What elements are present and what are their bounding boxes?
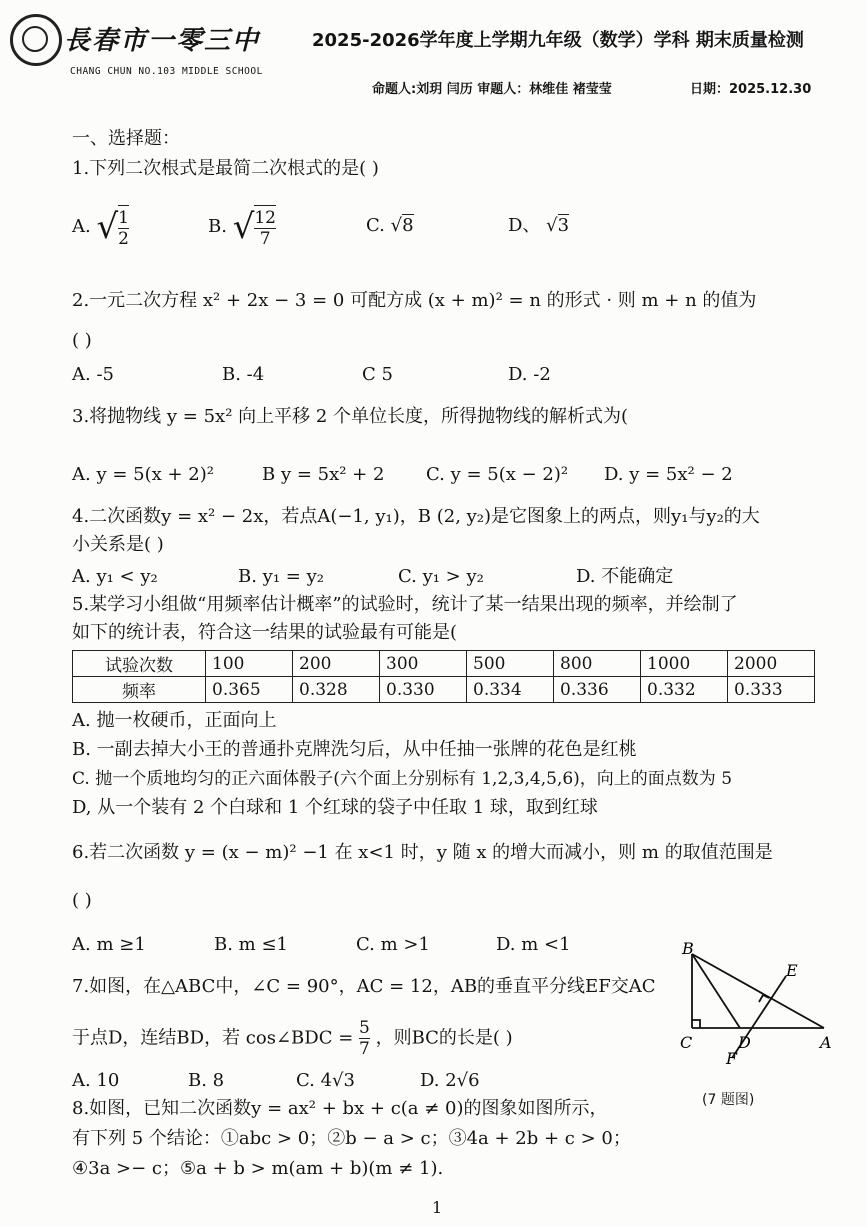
q5-option-d: D, 从一个装有 2 个白球和 1 个红球的袋子中任取 1 球，取到红球 [72,797,598,818]
q7-figure-caption: (7 题图) [702,1092,755,1108]
q7-stem-line1: 7.如图，在△ABC中，∠C = 90°，AC = 12，AB的垂直平分线EF交AC [72,976,656,997]
figure-label-b: B [682,939,694,958]
q5-stem-line2: 如下的统计表，符合这一结果的试验最有可能是( [72,622,458,643]
table-cell: 0.365 [206,677,293,703]
exam-date: 日期：2025.12.30 [690,82,812,97]
q5-stem-line1: 5.某学习小组做“用频率估计概率”的试验时，统计了某一结果出现的频率，并绘制了 [72,594,738,615]
table-row [73,651,815,677]
page-number: 1 [432,1198,443,1217]
frequency-table [72,650,815,703]
q3-option-a: A. y = 5(x + 2)² [72,464,214,485]
q4-option-b: B. y₁ = y₂ [238,566,324,587]
table-cell: 0.334 [467,677,554,703]
q6-option-a: A. m ≥1 [72,934,146,955]
q3-option-c: C. y = 5(x − 2)² [426,464,569,485]
q1-option-d: D、 √3 [508,215,570,236]
q7-option-d: D. 2√6 [420,1070,480,1091]
table-cell: 1000 [641,651,728,677]
table-cell: 100 [206,651,293,677]
q6-stem: 6.若二次函数 y = (x − m)² −1 在 x<1 时，y 随 x 的增大而减小，则 m 的取值范围是 [72,842,773,863]
figure-label-a: A [820,1033,832,1052]
q8-stem-line3: ④3a >− c；⑤a + b > m(am + b)(m ≠ 1). [72,1158,444,1179]
table-row-header: 试验次数 [73,651,206,677]
figure-label-e: E [786,961,798,980]
table-cell: 0.328 [293,677,380,703]
table-cell: 0.336 [554,677,641,703]
q5-option-a: A. 抛一枚硬币，正面向上 [72,710,277,731]
exam-title: 2025-2026学年度上学期九年级（数学）学科 期末质量检测 [312,30,804,51]
q3-stem: 3.将抛物线 y = 5x² 向上平移 2 个单位长度，所得抛物线的解析式为( [72,406,629,427]
q7-option-c: C. 4√3 [296,1070,355,1091]
q6-option-b: B. m ≤1 [214,934,288,955]
q2-stem: 2.一元二次方程 x² + 2x − 3 = 0 可配方成 (x + m)² = n 的形式 · 则 m + n 的值为 [72,290,757,311]
table-row-header: 频率 [73,677,206,703]
q4-option-a: A. y₁ < y₂ [72,566,158,587]
q2-option-c: C 5 [362,364,393,385]
q6-option-c: C. m >1 [356,934,430,955]
q5-option-b: B. 一副去掉大小王的普通扑克牌洗匀后，从中任抽一张牌的花色是红桃 [72,739,637,760]
q1-option-a: A. √ $\frac{1}{2}$ [72,207,129,249]
table-row [73,677,815,703]
table-cell: 2000 [728,651,815,677]
q8-stem-line2: 有下列 5 个结论：①abc > 0；②b − a > c；③4a + 2b + c > 0； [72,1128,631,1149]
table-cell: 200 [293,651,380,677]
q1-stem: 1.下列二次根式是最简二次根式的是( ) [72,158,379,179]
q4-stem-line2: 小关系是( ) [72,534,164,555]
q3-option-b: B y = 5x² + 2 [262,464,385,485]
section-heading: 一、选择题： [72,128,180,149]
q7-triangle-figure [672,936,842,1066]
school-logo [10,14,62,66]
table-cell: 500 [467,651,554,677]
table-cell: 300 [380,651,467,677]
table-cell: 0.330 [380,677,467,703]
q2-option-d: D. -2 [508,364,551,385]
table-cell: 0.332 [641,677,728,703]
q4-option-d: D. 不能确定 [576,566,674,587]
table-cell: 0.333 [728,677,815,703]
q7-option-a: A. 10 [72,1070,120,1091]
q2-option-a: A. -5 [72,364,114,385]
q1-option-c: C. √8 [366,215,414,236]
q7-stem-line2: 于点D，连结BD，若 cos∠BDC = $\frac{5}{7}$ ，则BC的长是( ) [72,1018,513,1059]
school-name-script: 長春市一零三中 [64,26,261,56]
q3-option-d: D. y = 5x² − 2 [604,464,733,485]
q6-answer-paren: ( ) [72,890,92,911]
figure-label-c: C [680,1033,693,1052]
q4-stem-line1: 4.二次函数y = x² − 2x，若点A(−1, y₁)，B (2, y₂)是它图象上的两点，则y₁与y₂的大 [72,506,760,527]
q2-option-b: B. -4 [222,364,265,385]
q4-option-c: C. y₁ > y₂ [398,566,484,587]
q1-option-b: B. √ $\frac{12}{7}$ [208,207,276,249]
school-name-english: CHANG CHUN NO.103 MIDDLE SCHOOL [70,66,263,77]
table-cell: 800 [554,651,641,677]
q5-option-c: C. 抛一个质地均匀的正六面体骰子(六个面上分别标有 1,2,3,4,5,6)，向上的面点数为 5 [72,769,733,789]
figure-label-d: D [738,1033,751,1052]
figure-label-f: F [726,1049,738,1066]
exam-authors: 命题人:刘玥 闫历 审题人：林维佳 褚莹莹 [372,82,612,97]
q6-option-d: D. m <1 [496,934,571,955]
q8-stem-line1: 8.如图，已知二次函数y = ax² + bx + c(a ≠ 0)的图象如图所示， [72,1098,608,1119]
q2-answer-paren: ( ) [72,330,92,351]
q7-option-b: B. 8 [188,1070,225,1091]
